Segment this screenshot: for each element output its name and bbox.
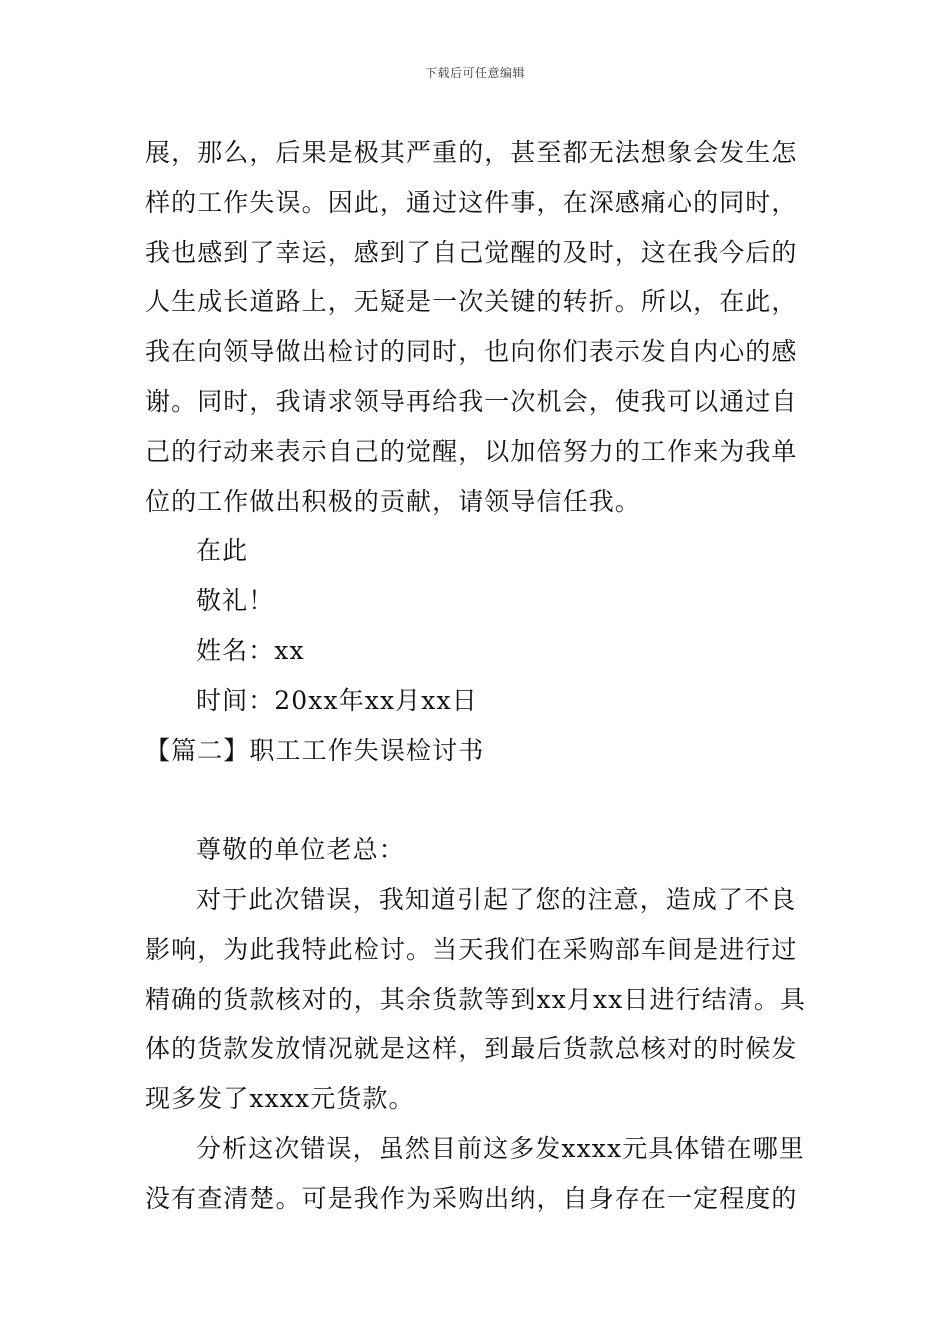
body-line: 我在向领导做出检讨的同时，也向你们表示发自内心的感 — [145, 337, 798, 367]
body-line: 体的货款发放情况就是这样，到最后货款总核对的时候发 — [145, 1034, 798, 1064]
greeting-line: 尊敬的单位老总： — [196, 835, 405, 865]
blank-line — [145, 775, 809, 825]
body-line: 我也感到了幸运，感到了自己觉醒的及时，这在我今后的 — [145, 237, 798, 267]
salute-line: 敬礼！ — [196, 586, 275, 616]
body-line: 谢。同时，我请求领导再给我一次机会，使我可以通过自 — [145, 386, 798, 416]
document-body — [145, 128, 809, 1224]
body-line: 展，那么，后果是极其严重的，甚至都无法想象会发生怎 — [145, 138, 798, 167]
signature-name: 姓名：xx — [196, 635, 305, 665]
body-line: 样的工作失误。因此，通过这件事，在深感痛心的同时， — [145, 187, 798, 217]
body-line: 分析这次错误，虽然目前这多发xxxx元具体错在哪里 — [196, 1133, 805, 1163]
body-line: 对于此次错误，我知道引起了您的注意，造成了不良 — [196, 884, 797, 914]
body-line: 现多发了xxxx元货款。 — [145, 1084, 415, 1114]
signature-date: 时间：20xx年xx月xx日 — [196, 685, 478, 715]
body-line: 精确的货款核对的，其余货款等到xx月xx日进行结清。具 — [145, 984, 807, 1014]
body-line: 没有查清楚。可是我作为采购出纳，自身存在一定程度的 — [145, 1183, 798, 1213]
body-line: 人生成长道路上，无疑是一次关键的转折。所以，在此， — [145, 287, 798, 317]
closing-line: 在此 — [196, 536, 249, 566]
section-title: 【篇二】职工工作失误检讨书 — [145, 735, 485, 765]
page-header: 下载后可任意编辑 — [424, 66, 525, 80]
body-line: 位的工作做出积极的贡献，请领导信任我。 — [145, 486, 641, 516]
body-line: 己的行动来表示自己的觉醒，以加倍努力的工作来为我单 — [145, 436, 798, 466]
body-line: 影响，为此我特此检讨。当天我们在采购部车间是进行过 — [145, 934, 798, 964]
